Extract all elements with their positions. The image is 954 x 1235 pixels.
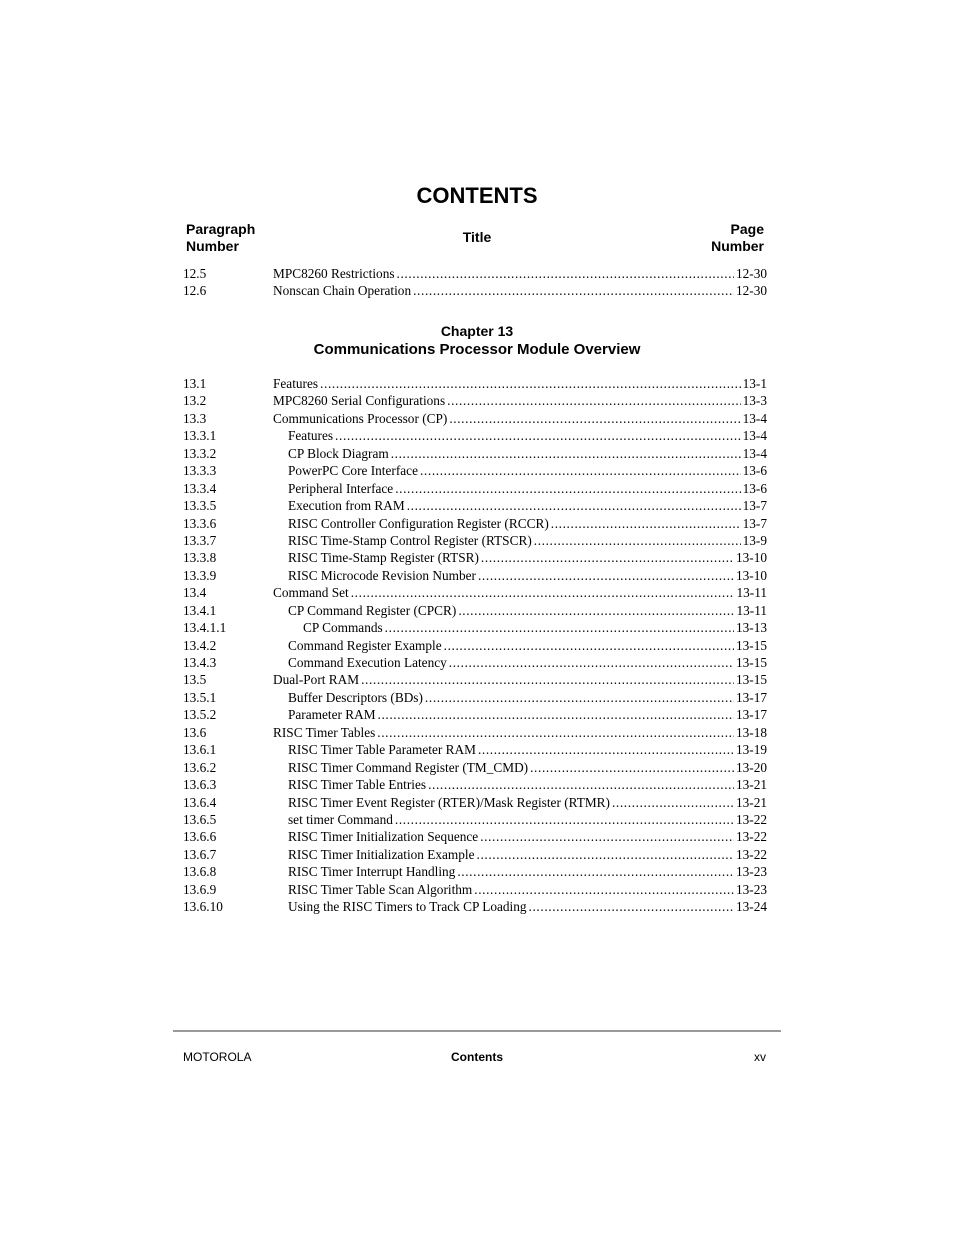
toc-entry-page: 13-22 — [735, 846, 767, 862]
toc-entry-title: MPC8260 Serial Configurations — [273, 393, 446, 409]
toc-entry-number: 13.6.10 — [183, 899, 223, 915]
toc-entry-number: 13.6.9 — [183, 881, 217, 897]
toc-entry-page: 13-10 — [735, 567, 767, 583]
toc-entry-leader — [458, 602, 734, 619]
footer-company: MOTOROLA — [183, 1050, 252, 1064]
toc-entry-page: 13-22 — [735, 829, 767, 845]
toc-entry-page: 13-23 — [735, 864, 767, 880]
footer-rule — [173, 1030, 781, 1032]
toc-entry-leader — [320, 375, 741, 392]
toc-entry[interactable] — [183, 776, 767, 793]
toc-entry-leader — [395, 811, 734, 828]
toc-entry-leader — [477, 846, 734, 863]
toc-entry-number: 13.5.2 — [183, 707, 217, 723]
toc-group-chapter-13 — [183, 375, 767, 916]
toc-entry-line — [288, 427, 767, 444]
toc-entry-title: RISC Timer Initialization Sequence — [288, 829, 479, 845]
toc-entry-leader — [444, 637, 734, 654]
toc-entry[interactable] — [183, 759, 767, 776]
toc-entry-number: 13.3.7 — [183, 532, 217, 548]
toc-entry[interactable] — [183, 265, 767, 282]
toc-entry-page: 13-19 — [735, 742, 767, 758]
toc-entry-number: 12.6 — [183, 283, 207, 299]
toc-entry-leader — [474, 881, 734, 898]
toc-entry-number: 13.4.3 — [183, 655, 217, 670]
toc-entry-line — [303, 619, 767, 636]
page-title: CONTENTS — [416, 183, 538, 208]
toc-entry-line — [288, 515, 767, 532]
toc-entry-page: 13-7 — [742, 515, 767, 531]
toc-entry-line — [288, 445, 767, 462]
toc-entry-page: 13-15 — [735, 672, 767, 688]
toc-entry-leader — [449, 410, 740, 427]
toc-entry-number: 13.3.3 — [183, 463, 217, 479]
toc-entry-leader — [551, 515, 741, 532]
header-paragraph-line1: Paragraph — [186, 221, 256, 237]
toc-entry-number: 13.3.9 — [183, 567, 217, 583]
toc-entry-title: Peripheral Interface — [288, 480, 394, 496]
toc-entry-page: 13-6 — [742, 463, 767, 479]
toc-entry-line — [273, 375, 767, 392]
toc-entry[interactable] — [183, 706, 767, 723]
toc-entry-number: 13.3.8 — [183, 550, 217, 566]
toc-entry-number: 13.6.2 — [183, 759, 217, 775]
toc-entry[interactable] — [183, 567, 767, 584]
toc-entry-line — [288, 846, 767, 863]
toc-entry[interactable] — [183, 497, 767, 514]
toc-entry-leader — [378, 706, 734, 723]
toc-entry-line — [273, 724, 767, 741]
toc-entry-page: 13-21 — [735, 777, 767, 793]
toc-entry[interactable] — [183, 282, 767, 299]
toc-entry-leader — [481, 549, 734, 566]
toc-entry-leader — [478, 741, 734, 758]
toc-entry-title: set timer Command — [288, 811, 393, 827]
toc-entry-line — [288, 689, 767, 706]
toc-entry-title: Using the RISC Timers to Track CP Loading — [288, 899, 527, 915]
toc-entry-title: CP Commands — [303, 620, 383, 636]
toc-entry-page: 12-30 — [735, 266, 767, 281]
toc-entry-line — [288, 776, 767, 793]
toc-entry[interactable] — [183, 410, 767, 427]
toc-entry-leader — [413, 282, 734, 299]
toc-entry-title: RISC Timer Initialization Example — [288, 846, 475, 862]
toc-entry-leader — [529, 898, 734, 915]
toc-group-chapter-12 — [183, 265, 767, 300]
toc-entry-leader — [385, 619, 734, 636]
toc-entry-number: 13.4.1.1 — [183, 620, 227, 636]
toc-entry-line — [288, 741, 767, 758]
toc-entry-title: Command Set — [273, 585, 349, 601]
toc-entry[interactable] — [183, 602, 767, 619]
toc-entry-page: 13-4 — [742, 410, 767, 426]
toc-entry-line — [288, 863, 767, 880]
toc-entry[interactable] — [183, 863, 767, 880]
toc-entry-number: 13.6.4 — [183, 794, 217, 810]
toc-entry-page: 13-15 — [735, 637, 767, 653]
toc-entry[interactable] — [183, 480, 767, 497]
toc-entry-leader — [361, 671, 734, 688]
toc-entry-number: 13.6.8 — [183, 864, 217, 880]
toc-entry[interactable] — [183, 637, 767, 654]
toc-entry-title: Nonscan Chain Operation — [273, 283, 412, 299]
toc-entry-title: RISC Controller Configuration Register (RCCR) — [288, 515, 549, 531]
toc-entry-line — [273, 671, 767, 688]
footer-section: Contents — [451, 1050, 503, 1064]
toc-entry[interactable] — [183, 724, 767, 741]
toc-entry-line — [288, 637, 767, 654]
toc-entry-number: 13.4.2 — [183, 637, 217, 653]
toc-entry-title: Buffer Descriptors (BDs) — [288, 689, 423, 705]
toc-entry[interactable] — [183, 741, 767, 758]
toc-entry-number: 13.6 — [183, 724, 207, 740]
toc-entry[interactable] — [183, 584, 767, 601]
toc-entry-page: 13-23 — [735, 881, 767, 897]
toc-entry-number: 13.6.3 — [183, 777, 217, 793]
toc-entry-title: RISC Timer Command Register (TM_CMD) — [288, 759, 529, 775]
toc-entry-page: 13-9 — [742, 532, 767, 548]
toc-entry[interactable] — [183, 794, 767, 811]
toc-entry-title: RISC Timer Interrupt Handling — [288, 864, 456, 880]
toc-entry-number: 13.6.5 — [183, 811, 217, 827]
toc-entry-title: RISC Timer Table Entries — [288, 777, 427, 793]
toc-entry-number: 13.3.2 — [183, 445, 217, 461]
toc-entry-page: 13-6 — [742, 480, 767, 496]
toc-entry-number: 13.5 — [183, 672, 207, 688]
toc-entry-leader — [397, 265, 734, 282]
toc-entry-leader — [457, 863, 734, 880]
toc-entry-number: 13.3.5 — [183, 498, 217, 514]
toc-entry[interactable] — [183, 445, 767, 462]
toc-entry-page: 13-22 — [735, 811, 767, 827]
toc-entry-leader — [377, 724, 734, 741]
toc-entry-title: CP Block Diagram — [288, 445, 389, 461]
header-page-number — [711, 221, 764, 255]
toc-entry-title: Parameter RAM — [288, 707, 376, 723]
toc-entry[interactable] — [183, 671, 767, 688]
toc-entry-line — [273, 392, 767, 409]
toc-entry-leader — [447, 392, 741, 409]
chapter-label: Chapter 13 — [440, 323, 514, 339]
toc-entry[interactable] — [183, 549, 767, 566]
toc-entry-leader — [428, 776, 734, 793]
toc-entry-number: 13.3.6 — [183, 515, 217, 531]
toc-entry-page: 13-1 — [742, 376, 767, 391]
toc-entry[interactable] — [183, 532, 767, 549]
toc-entry-leader — [612, 794, 734, 811]
toc-entry[interactable] — [183, 619, 767, 636]
toc-entry-line — [288, 898, 767, 915]
toc-entry[interactable] — [183, 392, 767, 409]
toc-entry-title: RISC Time-Stamp Control Register (RTSCR) — [288, 532, 532, 548]
toc-entry-number: 13.3 — [183, 410, 207, 426]
toc-entry-number: 13.1 — [183, 376, 207, 391]
header-paragraph-line2: Number — [186, 238, 239, 254]
toc-entry-line — [288, 828, 767, 845]
toc-entry-number: 13.6.1 — [183, 742, 217, 758]
toc-entry-line — [288, 794, 767, 811]
toc-entry-page: 13-7 — [742, 498, 767, 514]
toc-entry[interactable] — [183, 654, 767, 671]
toc-entry-title: PowerPC Core Interface — [288, 463, 418, 479]
toc-entry-line — [288, 706, 767, 723]
toc-entry-page: 13-15 — [735, 655, 767, 670]
toc-entry-title: Features — [288, 428, 334, 444]
toc-entry-title: Command Execution Latency — [288, 655, 447, 670]
toc-entry-line — [288, 759, 767, 776]
toc-entry-page: 12-30 — [735, 283, 767, 299]
toc-entry-leader — [425, 689, 734, 706]
toc-entry-line — [288, 602, 767, 619]
toc-entry[interactable] — [183, 881, 767, 898]
toc-entry-page: 13-21 — [735, 794, 767, 810]
header-title: Title — [462, 229, 492, 245]
toc-entry-number: 13.6.7 — [183, 846, 217, 862]
toc-entry-page: 13-17 — [735, 689, 767, 705]
toc-entry[interactable] — [183, 828, 767, 845]
header-page-line1: Page — [730, 221, 764, 237]
toc-entry-line — [288, 532, 767, 549]
toc-entry-title: RISC Microcode Revision Number — [288, 567, 476, 583]
toc-entry-leader — [480, 828, 734, 845]
toc-entry[interactable] — [183, 462, 767, 479]
toc-entry-leader — [335, 427, 741, 444]
toc-entry-page: 13-20 — [735, 759, 767, 775]
toc-entry-line — [288, 497, 767, 514]
toc-entry-line — [288, 462, 767, 479]
toc-entry-page: 13-24 — [735, 899, 767, 915]
toc-entry-number: 13.3.4 — [183, 480, 217, 496]
toc-entry-line — [273, 282, 767, 299]
toc-entry[interactable] — [183, 898, 767, 915]
toc-entry-line — [273, 265, 767, 282]
toc-entry-title: Features — [273, 376, 319, 391]
toc-entry-leader — [391, 445, 741, 462]
toc-entry-line — [273, 410, 767, 427]
toc-entry-page: 13-4 — [742, 428, 767, 444]
toc-entry-title: Execution from RAM — [288, 498, 405, 514]
toc-entry-number: 12.5 — [183, 266, 207, 281]
toc-entry-line — [288, 654, 767, 671]
toc-entry-line — [288, 549, 767, 566]
toc-entry-number: 13.2 — [183, 393, 207, 409]
toc-entry[interactable] — [183, 689, 767, 706]
chapter-title: Communications Processor Module Overview — [313, 341, 641, 358]
toc-entry-line — [288, 811, 767, 828]
toc-entry-title: RISC Timer Table Parameter RAM — [288, 742, 476, 758]
toc-entry-leader — [420, 462, 741, 479]
toc-entry-title: Communications Processor (CP) — [273, 410, 448, 426]
toc-entry-line — [288, 567, 767, 584]
toc-entry-title: MPC8260 Restrictions — [273, 266, 395, 281]
toc-entry-page: 13-18 — [735, 724, 767, 740]
toc-entry[interactable] — [183, 811, 767, 828]
toc-entry-page: 13-11 — [736, 585, 767, 601]
toc-entry[interactable] — [183, 846, 767, 863]
toc-entry[interactable] — [183, 375, 767, 392]
toc-entry[interactable] — [183, 515, 767, 532]
toc-entry-line — [288, 480, 767, 497]
toc-entry-title: RISC Timer Tables — [273, 724, 376, 740]
toc-entry-leader — [449, 654, 734, 671]
toc-entry-line — [273, 584, 767, 601]
toc-entry-leader — [530, 759, 734, 776]
toc-entry-page: 13-11 — [736, 602, 767, 618]
toc-entry-number: 13.5.1 — [183, 689, 217, 705]
toc-entry-page: 13-4 — [742, 445, 767, 461]
toc-entry-number: 13.6.6 — [183, 829, 217, 845]
toc-entry-leader — [534, 532, 741, 549]
toc-entry-line — [288, 881, 767, 898]
toc-entry-number: 13.3.1 — [183, 428, 217, 444]
toc-entry-title: Command Register Example — [288, 637, 442, 653]
header-page-line2: Number — [711, 238, 764, 254]
toc-entry-number: 13.4.1 — [183, 602, 217, 618]
footer-page-number: xv — [754, 1050, 766, 1064]
toc-entry-leader — [395, 480, 740, 497]
toc-entry-title: CP Command Register (CPCR) — [288, 602, 457, 618]
toc-entry-title: RISC Timer Table Scan Algorithm — [288, 881, 473, 897]
toc-entry-leader — [407, 497, 741, 514]
toc-entry-page: 13-3 — [742, 393, 767, 409]
toc-entry[interactable] — [183, 427, 767, 444]
toc-entry-page: 13-10 — [735, 550, 767, 566]
toc-entry-page: 13-17 — [735, 707, 767, 723]
toc-entry-leader — [478, 567, 734, 584]
toc-entry-page: 13-13 — [735, 620, 767, 636]
toc-entry-title: RISC Time-Stamp Register (RTSR) — [288, 550, 479, 566]
toc-entry-title: RISC Timer Event Register (RTER)/Mask Register (RTMR) — [288, 794, 610, 810]
toc-entry-title: Dual-Port RAM — [273, 672, 360, 688]
toc-entry-leader — [351, 584, 735, 601]
toc-entry-number: 13.4 — [183, 585, 207, 601]
